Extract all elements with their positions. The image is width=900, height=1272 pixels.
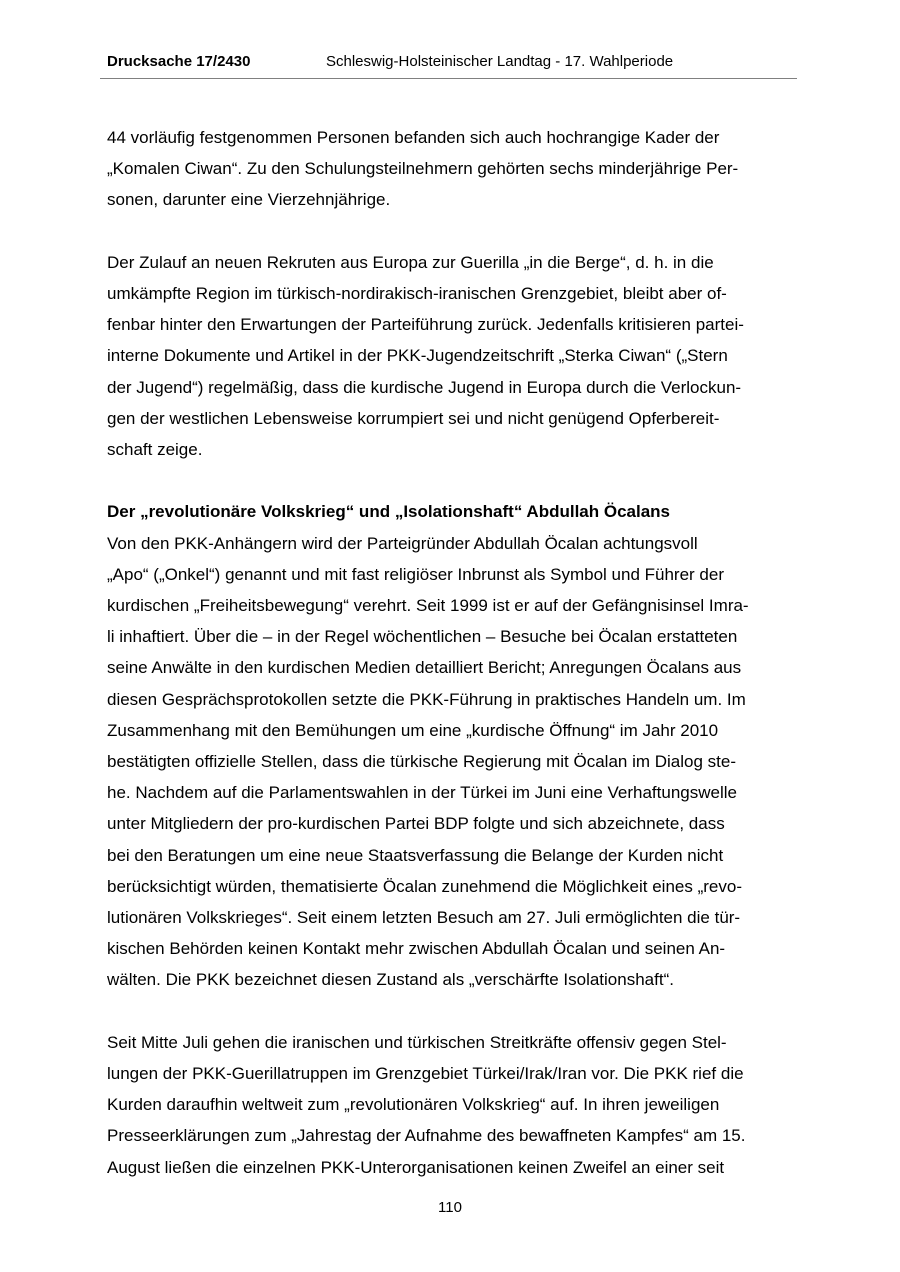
text-line: schaft zeige.	[107, 440, 203, 460]
text-line: kischen Behörden keinen Kontakt mehr zwischen Abdullah Öcalan und seinen An-	[107, 939, 726, 959]
text-line: umkämpfte Region im türkisch-nordirakisch-iranischen Grenzgebiet, bleibt aber of-	[107, 284, 727, 303]
header-title: Schleswig-Holsteinischer Landtag - 17. Wahlperiode	[326, 53, 674, 70]
text-line: li inhaftiert. Über die – in der Regel wöchentlichen – Besuche bei Öcalan erstatteten	[107, 627, 738, 647]
text-line: fenbar hinter den Erwartungen der Parteiführung zurück. Jedenfalls kritisieren partei-	[107, 315, 744, 335]
text-line: bestätigten offizielle Stellen, dass die türkische Regierung mit Öcalan im Dialog ste-	[107, 752, 736, 772]
section-heading: Der „revolutionäre Volkskrieg“ und „Isolationshaft“ Abdullah Öcalans	[107, 502, 671, 522]
text-line: Kurden daraufhin weltweit zum „revolutionären Volkskrieg“ auf. In ihren jeweiligen	[107, 1095, 720, 1115]
text-line: unter Mitgliedern der pro-kurdischen Partei BDP folgte und sich abzeichnete, dass	[107, 814, 725, 834]
text-line: lutionären Volkskrieges“. Seit einem letzten Besuch am 27. Juli ermöglichten die tür-	[107, 908, 741, 928]
text-line: berücksichtigt würden, thematisierte Öcalan zunehmend die Möglichkeit eines „revo-	[107, 876, 742, 896]
text-line: Presseerklärungen zum „Jahrestag der Aufnahme des bewaffneten Kampfes“ am 15.	[107, 1126, 746, 1146]
text-line: 44 vorläufig festgenommen Personen befanden sich auch hochrangige Kader der	[107, 128, 720, 147]
page-body	[107, 122, 797, 1183]
page-number: 110	[438, 1199, 462, 1216]
page-header	[100, 52, 797, 79]
paragraph-3	[107, 496, 797, 995]
text-line: sonen, darunter eine Vierzehnjährige.	[107, 190, 391, 210]
text-line: August ließen die einzelnen PKK-Unterorganisationen keinen Zweifel an einer seit	[107, 1157, 725, 1177]
text-line: Der Zulauf an neuen Rekruten aus Europa zur Guerilla „in die Berge“, d. h. in die	[107, 252, 714, 272]
text-line: diesen Gesprächsprotokollen setzte die PKK-Führung in praktisches Handeln um. Im	[107, 689, 746, 709]
text-line: Seit Mitte Juli gehen die iranischen und türkischen Streitkräfte offensiv gegen Stel-	[107, 1032, 727, 1052]
text-line: he. Nachdem auf die Parlamentswahlen in der Türkei im Juni eine Verhaftungswelle	[107, 783, 737, 803]
text-line: Von den PKK-Anhängern wird der Parteigründer Abdullah Öcalan achtungsvoll	[107, 533, 698, 553]
paragraph-1	[107, 122, 797, 216]
text-line: der Jugend“) regelmäßig, dass die kurdische Jugend in Europa durch die Verlockun-	[107, 377, 742, 397]
text-line: lungen der PKK-Guerillatruppen im Grenzgebiet Türkei/Irak/Iran vor. Die PKK rief die	[107, 1064, 744, 1084]
text-line: interne Dokumente und Artikel in der PKK-Jugendzeitschrift „Sterka Ciwan“ („Stern	[107, 346, 728, 366]
text-line: kurdischen „Freiheitsbewegung“ verehrt. Seit 1999 ist er auf der Gefängnisinsel Imra-	[107, 596, 749, 616]
text-line: gen der westlichen Lebensweise korrumpiert sei und nicht genügend Opferbereit-	[107, 408, 720, 428]
document-number: Drucksache 17/2430	[107, 53, 251, 70]
text-line: Zusammenhang mit den Bemühungen um eine „kurdische Öffnung“ im Jahr 2010	[107, 720, 719, 740]
text-line: wälten. Die PKK bezeichnet diesen Zustand als „verschärfte Isolationshaft“.	[107, 970, 674, 990]
text-line: bei den Beratungen um eine neue Staatsverfassung die Belange der Kurden nicht	[107, 845, 724, 865]
text-line: seine Anwälte in den kurdischen Medien detailliert Bericht; Anregungen Öcalans aus	[107, 658, 742, 678]
paragraph-2	[107, 247, 797, 465]
text-line: „Komalen Ciwan“. Zu den Schulungsteilnehmern gehörten sechs minderjährige Per-	[107, 159, 739, 179]
text-line: „Apo“ („Onkel“) genannt und mit fast religiöser Inbrunst als Symbol und Führer der	[107, 564, 724, 584]
paragraph-4	[107, 1027, 797, 1183]
